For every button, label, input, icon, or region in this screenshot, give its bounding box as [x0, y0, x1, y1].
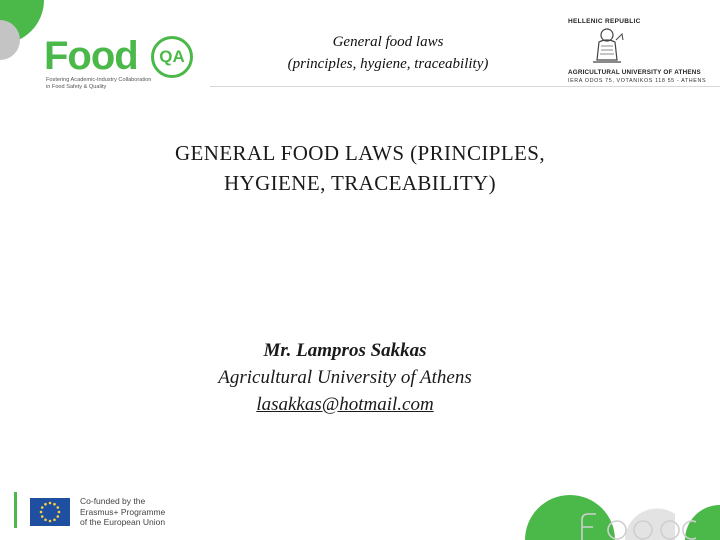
- logo-tagline-line2: in Food Safety & Quality: [46, 84, 107, 90]
- university-name: AGRICULTURAL UNIVERSITY OF ATHENS: [568, 69, 701, 76]
- presenter-block: [150, 338, 540, 418]
- eu-cofunding-text: Co-funded by the Erasmus+ Programme of the European Union: [80, 496, 166, 527]
- university-emblem-icon: [589, 26, 625, 66]
- logo-qa-badge: QA: [151, 36, 193, 78]
- eu-flag-icon: [30, 498, 70, 526]
- corner-decoration-bottom-right: [470, 480, 720, 540]
- header-title-line1: General food laws: [332, 34, 444, 50]
- foodqa-logo: [44, 34, 209, 92]
- logo-tagline: [46, 77, 151, 91]
- presenter-affiliation: Agricultural University of Athens: [218, 367, 472, 388]
- eu-cofunding-badge: [14, 492, 169, 532]
- header-title: [252, 31, 524, 75]
- logo-tagline-line1: Fostering Academic-Industry Collaboration: [46, 77, 152, 83]
- slide-title-line2: HYGIENE, TRACEABILITY): [223, 171, 497, 195]
- university-logo: [563, 18, 718, 86]
- presenter-name: Mr. Lampros Sakkas: [263, 340, 427, 361]
- logo-wordmark: Food: [44, 34, 138, 78]
- slide-title: [60, 138, 660, 198]
- presenter-email-link[interactable]: lasakkas@hotmail.com: [256, 394, 434, 415]
- university-republic-label: HELLENIC REPUBLIC: [568, 18, 641, 25]
- university-address: IERA ODOS 75, VOTANIKOS 118 55 - ATHENS: [568, 78, 707, 84]
- header-title-line2: (principles, hygiene, traceability): [287, 56, 489, 72]
- eu-badge-accent-bar: [14, 492, 17, 528]
- header-divider: [210, 86, 720, 87]
- slide-title-line1: GENERAL FOOD LAWS (PRINCIPLES,: [174, 141, 546, 165]
